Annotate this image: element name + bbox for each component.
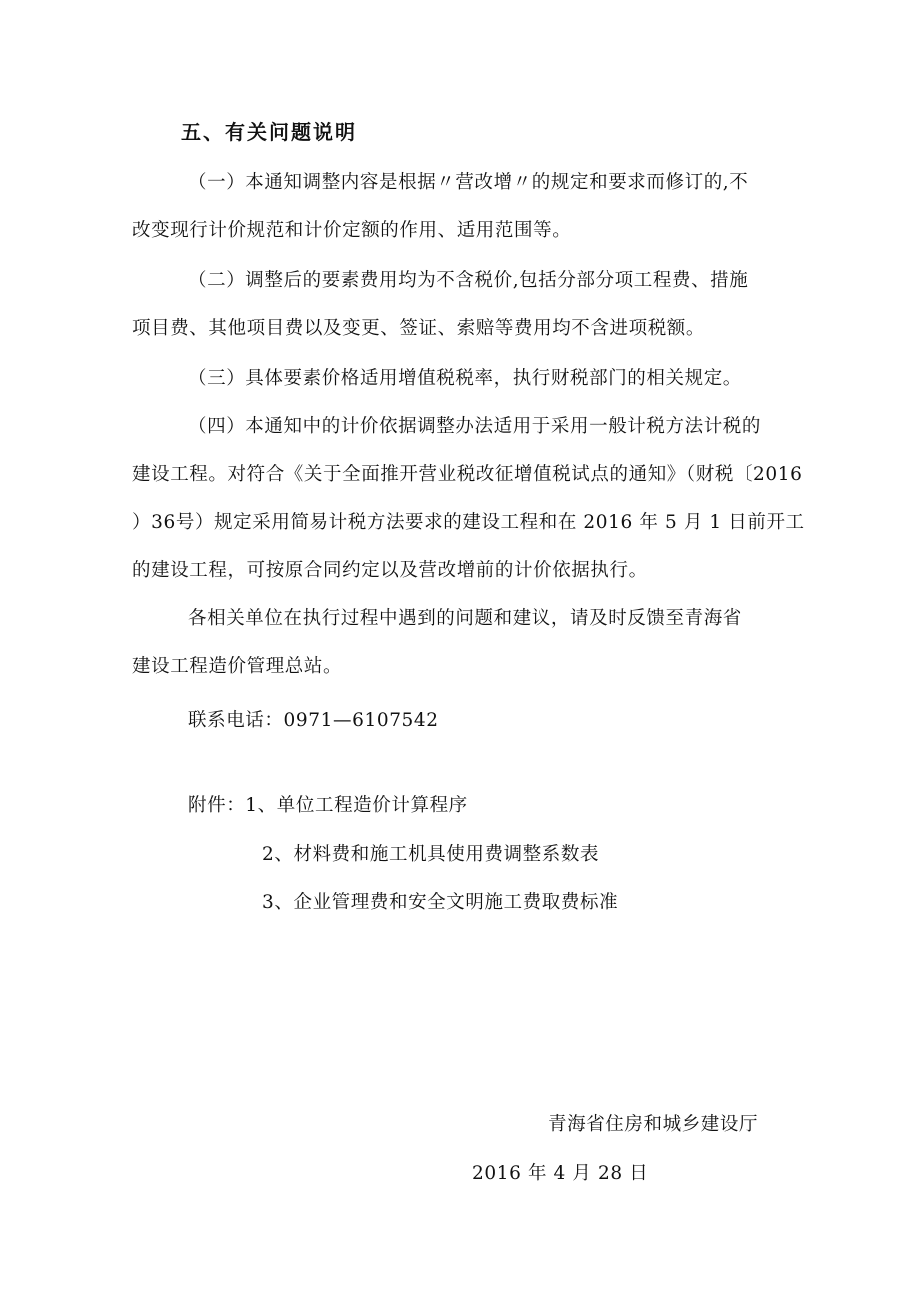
issue-date: 2016 年 4 月 28 日 <box>472 1163 649 1184</box>
paragraph-1-line-2: 改变现行计价规范和计价定额的作用、适用范围等。 <box>132 220 572 241</box>
paragraph-2-line-2: 项目费、其他项目费以及变更、签证、索赔等费用均不含进项税额。 <box>132 318 706 339</box>
attachment-1: 附件：1、单位工程造价计算程序 <box>188 795 468 816</box>
paragraph-1-line-1: （一）本通知调整内容是根据〃营改增〃的规定和要求而修订的,不 <box>188 172 749 193</box>
paragraph-5-line-2: 建设工程造价管理总站。 <box>132 656 343 677</box>
paragraph-5-line-1: 各相关单位在执行过程中遇到的问题和建议，请及时反馈至青海省 <box>188 608 742 629</box>
paragraph-2-line-1: （二）调整后的要素费用均为不含税价,包括分部分项工程费、措施 <box>188 270 749 291</box>
paragraph-4-line-1: （四）本通知中的计价依据调整办法适用于采用一般计税方法计税的 <box>188 416 762 437</box>
attachment-3: 3、企业管理费和安全文明施工费取费标准 <box>262 892 619 913</box>
contact-phone: 联系电话：0971—6107542 <box>188 710 439 731</box>
issuer-signature: 青海省住房和城乡建设厅 <box>548 1114 759 1135</box>
paragraph-4-line-3: ）36号）规定采用简易计税方法要求的建设工程和在 2016 年 5 月 1 日前开工 <box>132 512 805 533</box>
attachment-2: 2、材料费和施工机具使用费调整系数表 <box>262 844 600 865</box>
paragraph-4-line-2: 建设工程。对符合《关于全面推开营业税改征增值税试点的通知》（财税〔2016 <box>132 464 803 485</box>
paragraph-4-line-4: 的建设工程，可按原合同约定以及营改增前的计价依据执行。 <box>132 560 648 581</box>
paragraph-3-line-1: （三）具体要素价格适用增值税税率，执行财税部门的相关规定。 <box>188 368 742 389</box>
section-title: 五、有关问题说明 <box>181 120 357 144</box>
